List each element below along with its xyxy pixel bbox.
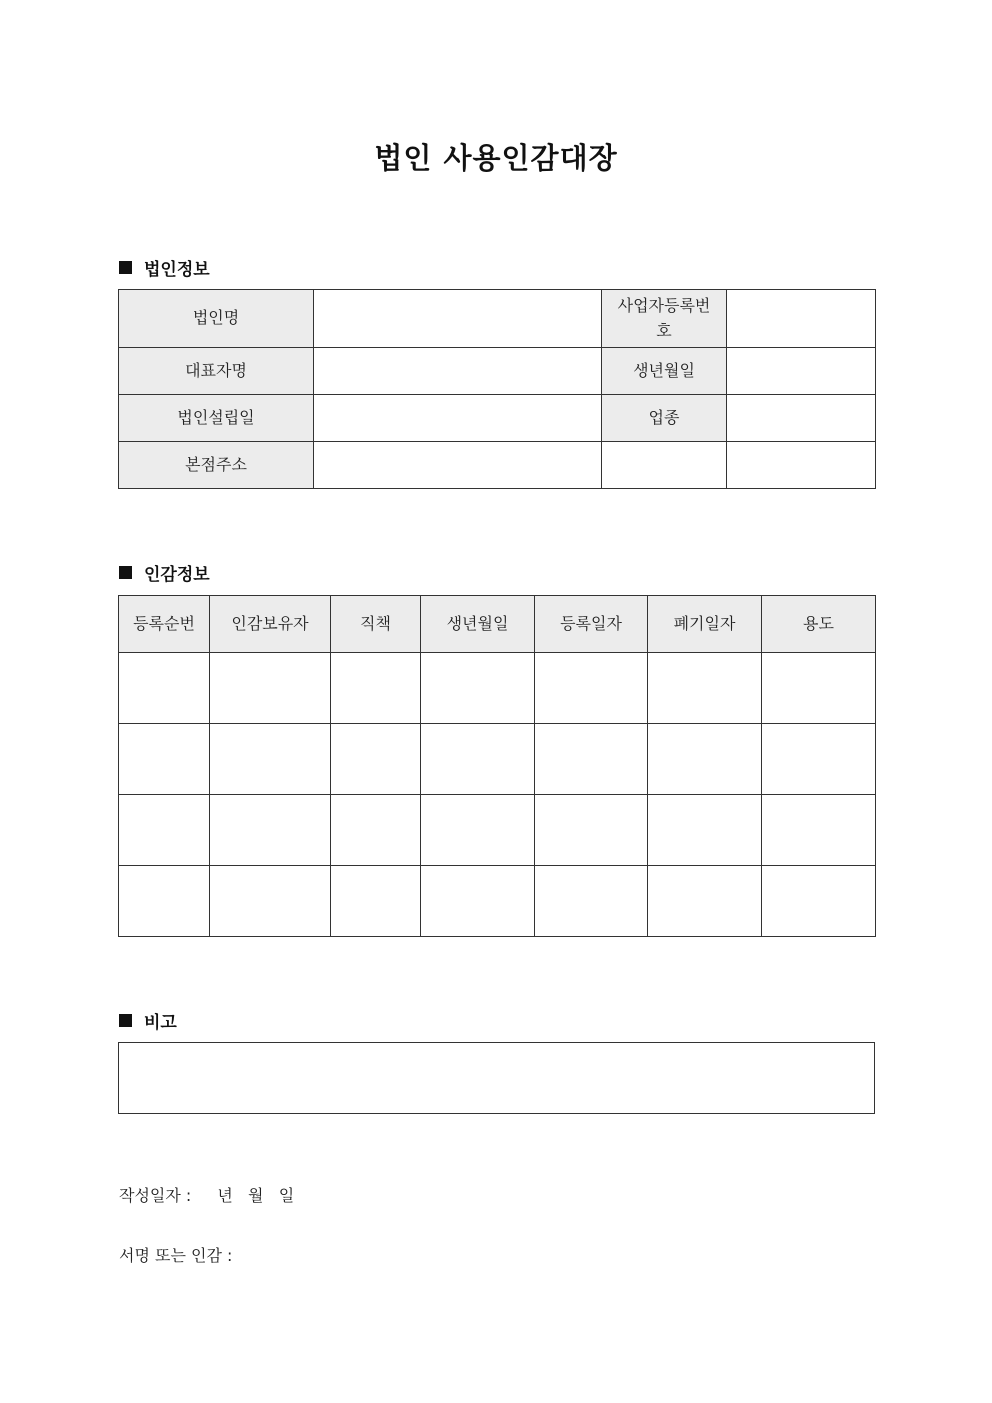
industry-label: 업종	[602, 395, 727, 442]
corp-info-heading	[119, 255, 210, 280]
table-cell[interactable]	[119, 724, 210, 795]
business-reg-no-field[interactable]	[727, 290, 876, 348]
corp-info-heading-label: 법인정보	[144, 260, 210, 280]
industry-field[interactable]	[727, 395, 876, 442]
table-cell[interactable]	[119, 795, 210, 866]
table-row	[119, 724, 876, 795]
table-cell[interactable]	[210, 724, 331, 795]
table-cell[interactable]	[421, 653, 535, 724]
table-cell[interactable]	[421, 866, 535, 937]
head-office-address-field[interactable]	[314, 442, 602, 489]
corp-name-label: 법인명	[119, 290, 314, 348]
table-cell[interactable]	[331, 795, 421, 866]
head-office-address-extra-field-2[interactable]	[727, 442, 876, 489]
head-office-address-extra-field[interactable]	[602, 442, 727, 489]
remarks-heading-label: 비고	[144, 1013, 177, 1033]
column-header: 생년월일	[421, 596, 535, 653]
table-cell[interactable]	[648, 866, 762, 937]
table-row	[119, 866, 876, 937]
signature-line	[119, 1243, 232, 1266]
corp-name-field[interactable]	[314, 290, 602, 348]
date-label: 작성일자 :	[119, 1186, 192, 1205]
founding-date-label: 법인설립일	[119, 395, 314, 442]
table-cell[interactable]	[421, 724, 535, 795]
table-cell[interactable]	[119, 866, 210, 937]
table-cell[interactable]	[535, 653, 648, 724]
column-header: 인감보유자	[210, 596, 331, 653]
date-units: 년 월 일	[217, 1186, 295, 1205]
corp-row-ceo	[119, 348, 876, 395]
table-cell[interactable]	[210, 866, 331, 937]
table-row	[119, 653, 876, 724]
table-cell[interactable]	[535, 795, 648, 866]
seal-info-heading-label: 인감정보	[144, 565, 210, 585]
table-cell[interactable]	[331, 653, 421, 724]
table-cell[interactable]	[648, 724, 762, 795]
date-line	[119, 1183, 294, 1206]
remarks-heading	[119, 1008, 177, 1033]
table-cell[interactable]	[648, 653, 762, 724]
ceo-name-label: 대표자명	[119, 348, 314, 395]
remarks-box[interactable]	[118, 1042, 875, 1114]
table-cell[interactable]	[535, 866, 648, 937]
business-reg-no-label: 사업자등록번호	[602, 290, 727, 348]
table-cell[interactable]	[119, 653, 210, 724]
column-header: 직책	[331, 596, 421, 653]
column-header: 등록순번	[119, 596, 210, 653]
ceo-birthdate-field[interactable]	[727, 348, 876, 395]
seal-info-table	[118, 595, 876, 937]
seal-header-row	[119, 596, 876, 653]
table-cell[interactable]	[331, 866, 421, 937]
head-office-address-label: 본점주소	[119, 442, 314, 489]
column-header: 등록일자	[535, 596, 648, 653]
table-cell[interactable]	[331, 724, 421, 795]
seal-info-heading	[119, 560, 210, 585]
table-cell[interactable]	[762, 866, 876, 937]
table-cell[interactable]	[210, 653, 331, 724]
corp-row-founded	[119, 395, 876, 442]
table-row	[119, 795, 876, 866]
ceo-birthdate-label: 생년월일	[602, 348, 727, 395]
table-cell[interactable]	[210, 795, 331, 866]
ceo-name-field[interactable]	[314, 348, 602, 395]
square-bullet-icon	[119, 261, 132, 274]
column-header: 폐기일자	[648, 596, 762, 653]
table-cell[interactable]	[762, 653, 876, 724]
corp-info-table	[118, 289, 876, 489]
square-bullet-icon	[119, 1014, 132, 1027]
page-title: 법인 사용인감대장	[374, 141, 618, 175]
table-cell[interactable]	[421, 795, 535, 866]
signature-label: 서명 또는 인감 :	[119, 1246, 233, 1265]
corp-row-address	[119, 442, 876, 489]
table-cell[interactable]	[535, 724, 648, 795]
corp-row-name	[119, 290, 876, 348]
table-cell[interactable]	[762, 724, 876, 795]
table-cell[interactable]	[762, 795, 876, 866]
square-bullet-icon	[119, 566, 132, 579]
founding-date-field[interactable]	[314, 395, 602, 442]
table-cell[interactable]	[648, 795, 762, 866]
column-header: 용도	[762, 596, 876, 653]
